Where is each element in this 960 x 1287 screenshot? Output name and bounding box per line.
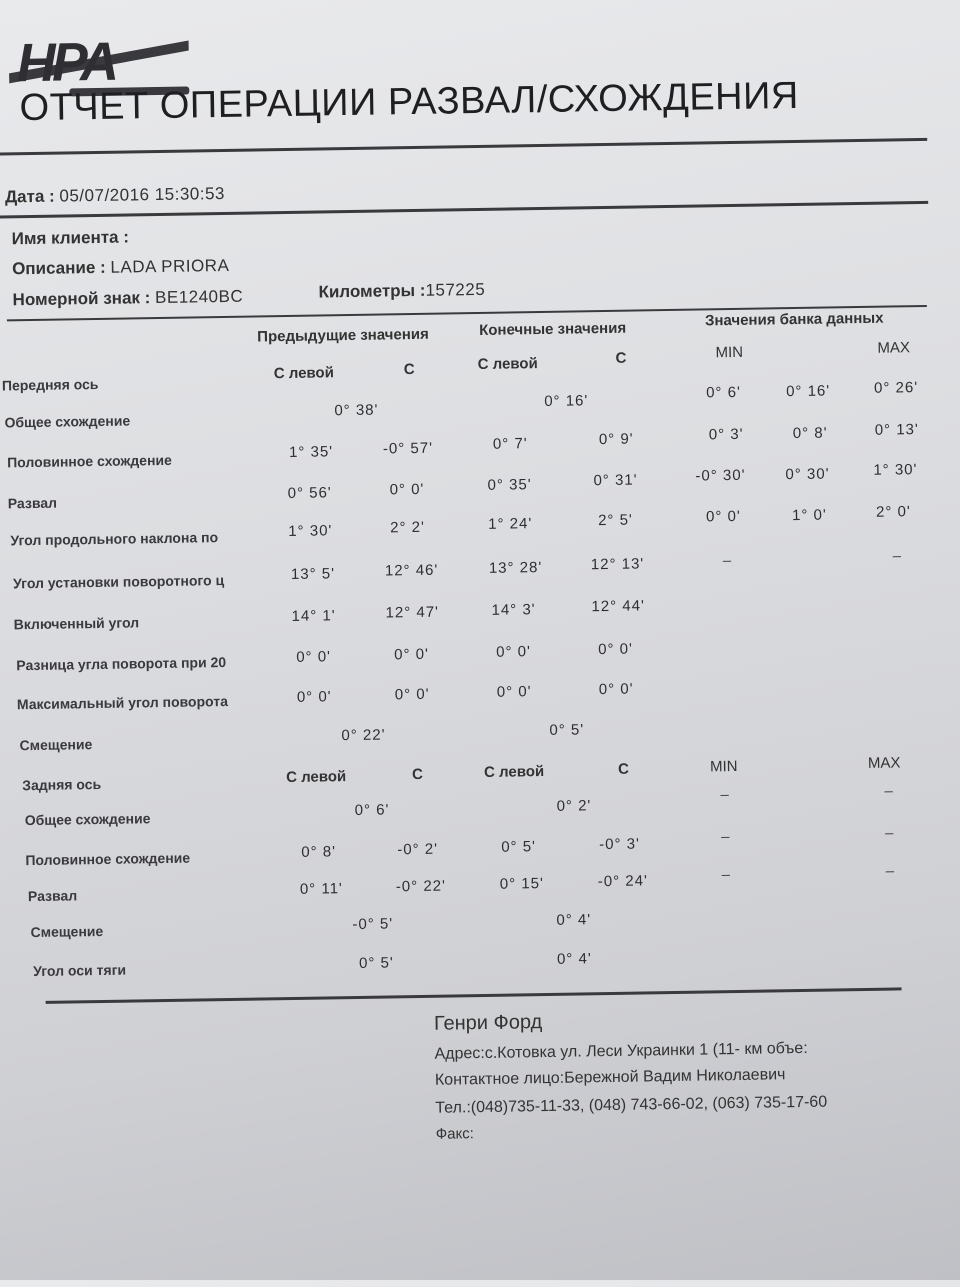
front-caster-db-max: 2° 0' <box>876 503 911 521</box>
front-half-toe-prev-left: 1° 35' <box>289 443 333 461</box>
front-db-max-header: MAX <box>877 339 910 357</box>
company-name: Генри Форд <box>434 1011 543 1036</box>
rear-prev-left-header: С левой <box>286 768 346 786</box>
front-caster-final-left: 1° 24' <box>488 515 532 533</box>
front-kpi-prev-right: 12° 46' <box>385 562 439 580</box>
front-included-angle-prev-right: 12° 47' <box>385 604 439 622</box>
rear-setback-label: Смещение <box>30 923 103 940</box>
front-max-steer-prev-right: 0° 0' <box>395 686 430 704</box>
rear-half-toe-final-left: 0° 5' <box>501 838 536 856</box>
front-final-right-header: С <box>615 350 626 367</box>
front-toe-out-turns-label: Разница угла поворота при 20 <box>16 654 226 673</box>
front-caster-label: Угол продольного наклона по <box>10 529 218 548</box>
plate-row <box>12 287 243 311</box>
front-camber-db-nom: 0° 30' <box>785 465 829 483</box>
plate-label: Номерной знак : <box>12 288 150 309</box>
front-total-toe-db-max: 0° 26' <box>874 379 918 397</box>
client-label: Имя клиента : <box>11 227 129 248</box>
rear-camber-final-right: -0° 24' <box>598 872 648 890</box>
rear-camber-prev-right: -0° 22' <box>396 878 446 896</box>
rear-half-toe-prev-left: 0° 8' <box>301 843 336 861</box>
front-total-toe-db-min: 0° 6' <box>706 384 741 402</box>
front-camber-db-min: -0° 30' <box>695 467 745 485</box>
front-half-toe-final-left: 0° 7' <box>493 435 528 453</box>
front-included-angle-final-left: 14° 3' <box>491 601 535 619</box>
front-half-toe-db-nom: 0° 8' <box>793 425 828 443</box>
rear-db-min-header: MIN <box>710 758 738 775</box>
col-database: Значения банка данных <box>705 310 884 330</box>
front-camber-prev-right: 0° 0' <box>389 481 424 499</box>
rear-setback-prev: -0° 5' <box>352 915 393 933</box>
rear-thrust-angle-prev: 0° 5' <box>359 954 394 972</box>
front-kpi-db-min: – <box>723 552 732 569</box>
company-contact: Контактное лицо:Бережной Вадим Николаевич <box>435 1066 786 1090</box>
rear-final-left-header: С левой <box>484 763 544 781</box>
front-setback-prev: 0° 22' <box>341 726 385 744</box>
front-half-toe-prev-right: -0° 57' <box>383 440 433 458</box>
front-camber-prev-left: 0° 56' <box>288 484 332 502</box>
front-caster-db-nom: 1° 0' <box>792 507 827 525</box>
description-row <box>12 256 230 279</box>
front-setback-final: 0° 5' <box>549 721 584 739</box>
front-camber-final-right: 0° 31' <box>593 472 637 490</box>
description-label: Описание : <box>12 258 106 278</box>
rear-half-toe-label: Половинное схождение <box>25 850 190 869</box>
front-setback-label: Смещение <box>19 736 92 753</box>
rear-camber-db-min: – <box>722 866 731 883</box>
col-final: Конечные значения <box>479 320 626 339</box>
front-db-min-header: MIN <box>715 344 743 361</box>
front-max-steer-prev-left: 0° 0' <box>297 688 332 706</box>
front-half-toe-db-max: 0° 13' <box>875 421 919 439</box>
rear-total-toe-db-max: – <box>884 783 893 800</box>
front-total-toe-db-nom: 0° 16' <box>786 382 830 400</box>
front-max-steer-final-right: 0° 0' <box>599 681 634 699</box>
date-value: 05/07/2016 15:30:53 <box>59 184 225 206</box>
front-kpi-prev-left: 13° 5' <box>291 565 335 583</box>
front-kpi-final-left: 13° 28' <box>489 559 543 577</box>
front-max-steer-label: Максимальный угол поворота <box>17 693 228 712</box>
front-kpi-label: Угол установки поворотного ц <box>13 572 224 591</box>
report-title: ОТЧЕТ ОПЕРАЦИИ РАЗВАЛ/СХОЖДЕНИЯ <box>19 75 799 130</box>
front-prev-left-header: С левой <box>274 364 334 382</box>
front-toe-out-turns-prev-right: 0° 0' <box>394 646 429 664</box>
front-caster-db-min: 0° 0' <box>706 508 741 526</box>
company-phone: Тел.:(048)735-11-33, (048) 743-66-02, (063) 735-17-60 <box>435 1094 827 1118</box>
rear-half-toe-final-right: -0° 3' <box>599 836 640 854</box>
rear-half-toe-prev-right: -0° 2' <box>397 841 438 859</box>
title-divider <box>0 138 927 156</box>
description-value: LADA PRIORA <box>110 256 229 277</box>
front-camber-db-max: 1° 30' <box>873 461 917 479</box>
front-toe-out-turns-final-right: 0° 0' <box>598 641 633 659</box>
rear-db-max-header: MAX <box>868 754 901 772</box>
col-previous: Предыдущие значения <box>257 326 429 346</box>
rear-camber-final-left: 0° 15' <box>500 875 544 893</box>
front-half-toe-label: Половинное схождение <box>7 452 172 471</box>
km-value: 157225 <box>425 280 485 300</box>
front-half-toe-final-right: 0° 9' <box>599 431 634 449</box>
rear-half-toe-db-max: – <box>885 825 894 842</box>
front-included-angle-prev-left: 14° 1' <box>291 607 335 625</box>
rear-half-toe-db-min: – <box>721 828 730 845</box>
rear-prev-right-header: С <box>412 766 423 783</box>
front-kpi-db-max: – <box>893 547 902 564</box>
km-row <box>318 280 485 303</box>
front-kpi-final-right: 12° 13' <box>591 555 645 573</box>
front-axle-label: Передняя ось <box>2 376 99 394</box>
front-caster-final-right: 2° 5' <box>598 512 633 530</box>
plate-value: BE1240BC <box>155 287 243 307</box>
front-toe-out-turns-final-left: 0° 0' <box>496 643 531 661</box>
front-final-left-header: С левой <box>478 355 538 373</box>
front-caster-prev-right: 2° 2' <box>390 519 425 537</box>
rear-camber-prev-left: 0° 11' <box>300 880 343 898</box>
rear-camber-label: Развал <box>28 887 77 904</box>
rear-total-toe-prev: 0° 6' <box>355 801 390 819</box>
logo-text: HPA <box>16 32 116 94</box>
front-total-toe-prev: 0° 38' <box>334 402 378 420</box>
front-included-angle-label: Включенный угол <box>14 614 140 632</box>
footer-divider <box>46 987 902 1003</box>
rear-camber-db-max: – <box>886 863 895 880</box>
rear-setback-final: 0° 4' <box>556 911 591 929</box>
company-address: Адрес:с.Котовка ул. Леси Украинки 1 (11- км объе: <box>434 1040 807 1064</box>
rear-axle-label: Задняя ось <box>22 776 101 793</box>
date-row <box>5 184 225 207</box>
front-included-angle-final-right: 12° 44' <box>591 597 645 615</box>
rear-total-toe-final: 0° 2' <box>556 797 591 815</box>
rear-thrust-angle-final: 0° 4' <box>557 950 592 968</box>
rear-total-toe-label: Общее схождение <box>25 810 151 828</box>
client-row <box>11 227 129 249</box>
date-label: Дата : <box>5 187 55 207</box>
rear-final-right-header: С <box>618 761 629 778</box>
rear-total-toe-db-min: – <box>720 786 729 803</box>
front-half-toe-db-min: 0° 3' <box>709 426 744 444</box>
front-total-toe-label: Общее схождение <box>4 412 130 430</box>
company-fax: Факс: <box>436 1125 474 1143</box>
front-total-toe-final: 0° 16' <box>544 392 588 410</box>
front-caster-prev-left: 1° 30' <box>288 522 332 540</box>
front-toe-out-turns-prev-left: 0° 0' <box>296 648 331 666</box>
front-max-steer-final-left: 0° 0' <box>497 683 532 701</box>
front-camber-final-left: 0° 35' <box>487 476 531 494</box>
front-prev-right-header: С <box>404 361 415 378</box>
front-camber-label: Развал <box>8 495 57 512</box>
rear-thrust-angle-label: Угол оси тяги <box>33 962 126 979</box>
km-label: Километры : <box>318 281 425 302</box>
